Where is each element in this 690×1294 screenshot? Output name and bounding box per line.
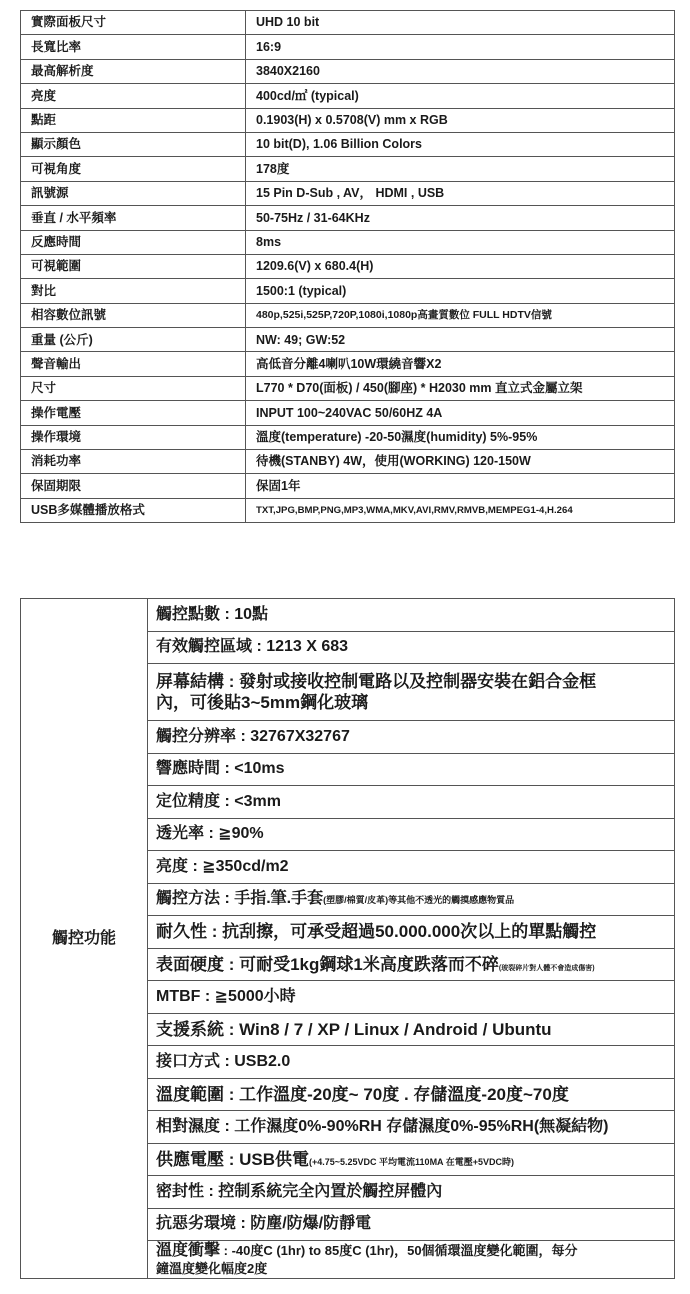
table-row bbox=[21, 157, 675, 181]
spec-value: 保固1年 bbox=[246, 474, 675, 498]
table-row bbox=[21, 11, 675, 35]
spec-value: 400cd/㎡ (typical) bbox=[246, 84, 675, 108]
spec-key: 訊號源 bbox=[21, 181, 246, 205]
spec-value: INPUT 100~240VAC 50/60HZ 4A bbox=[246, 401, 675, 425]
feature-touch-method bbox=[148, 883, 675, 916]
feature-text-main: 表面硬度 : 可耐受1kg鋼球1米高度跌落而不碎 bbox=[156, 954, 499, 974]
table-row bbox=[21, 230, 675, 254]
touch-features-label: 觸控功能 bbox=[21, 599, 148, 1279]
spec-key: 重量 (公斤) bbox=[21, 328, 246, 352]
feature-touch-points: 觸控點數 : 10點 bbox=[148, 599, 675, 632]
feature-sealing: 密封性 : 控制系統完全內置於觸控屏體內 bbox=[148, 1176, 675, 1209]
touch-features-table bbox=[20, 598, 675, 1279]
feature-supply-voltage bbox=[148, 1143, 675, 1176]
feature-brightness: 亮度 : ≧350cd/m2 bbox=[148, 851, 675, 884]
spec-table bbox=[20, 10, 675, 523]
spec-key: 可視角度 bbox=[21, 157, 246, 181]
feature-precision: 定位精度 : <3mm bbox=[148, 786, 675, 819]
spec-value: 50-75Hz / 31-64KHz bbox=[246, 206, 675, 230]
feature-supported-systems: 支援系統 : Win8 / 7 / XP / Linux / Android / Ubuntu bbox=[148, 1013, 675, 1046]
spec-key: 點距 bbox=[21, 108, 246, 132]
spec-key: 反應時間 bbox=[21, 230, 246, 254]
feature-thermal-shock bbox=[148, 1241, 675, 1279]
table-row bbox=[21, 181, 675, 205]
feature-interface: 接口方式 : USB2.0 bbox=[148, 1046, 675, 1079]
feature-text-main: 溫度衝擊 bbox=[156, 1242, 221, 1260]
spec-value: 待機(STANBY) 4W，使用(WORKING) 120-150W bbox=[246, 450, 675, 474]
table-row bbox=[21, 303, 675, 327]
table-row bbox=[21, 206, 675, 230]
table-row bbox=[21, 498, 675, 522]
table-row bbox=[21, 328, 675, 352]
spec-key: 尺寸 bbox=[21, 376, 246, 400]
spec-value: L770 * D70(面板) / 450(腳座) * H2030 mm 直立式金屬立架 bbox=[246, 376, 675, 400]
spec-key: 保固期限 bbox=[21, 474, 246, 498]
spec-key: 長寬比率 bbox=[21, 35, 246, 59]
feature-text-line: : -40度C (1hr) to 85度C (1hr)，50個循環溫度變化範圍，每分 bbox=[220, 1243, 578, 1259]
table-row bbox=[21, 401, 675, 425]
feature-text-main: 供應電壓 : USB供電 bbox=[156, 1149, 309, 1169]
table-row bbox=[21, 376, 675, 400]
spec-value: 10 bit(D), 1.06 Billion Colors bbox=[246, 132, 675, 156]
spec-key: 顯示顏色 bbox=[21, 132, 246, 156]
feature-text-note: (玻裂碎片對人體不會造成傷害) bbox=[498, 964, 595, 972]
spec-key: 消耗功率 bbox=[21, 450, 246, 474]
feature-touch-area: 有效觸控區域 : 1213 X 683 bbox=[148, 631, 675, 664]
feature-transmittance: 透光率 : ≧90% bbox=[148, 818, 675, 851]
spec-value: 溫度(temperature) -20-50濕度(humidity) 5%-95% bbox=[246, 425, 675, 449]
spec-value: 1500:1 (typical) bbox=[246, 279, 675, 303]
spec-value: 178度 bbox=[246, 157, 675, 181]
spec-key: 對比 bbox=[21, 279, 246, 303]
spec-value: 0.1903(H) x 0.5708(V) mm x RGB bbox=[246, 108, 675, 132]
spec-key: 相容數位訊號 bbox=[21, 303, 246, 327]
spec-key: 聲音輸出 bbox=[21, 352, 246, 376]
feature-screen-structure bbox=[148, 664, 675, 721]
spec-key: 可視範圍 bbox=[21, 254, 246, 278]
feature-text-note: (塑膠/棉質/皮革)等其他不透光的觸摸感應物質品 bbox=[323, 895, 515, 906]
table-row bbox=[21, 279, 675, 303]
table-row bbox=[21, 84, 675, 108]
table-row bbox=[21, 132, 675, 156]
table-row bbox=[21, 474, 675, 498]
feature-durability: 耐久性 : 抗刮擦，可承受超過50.000.000次以上的單點觸控 bbox=[148, 916, 675, 949]
feature-text-line: 內，可後貼3~5mm鋼化玻璃 bbox=[156, 693, 369, 712]
table-row bbox=[21, 59, 675, 83]
table-row bbox=[21, 352, 675, 376]
spec-value: 3840X2160 bbox=[246, 59, 675, 83]
feature-temperature-range: 溫度範圍 : 工作溫度-20度~ 70度 . 存儲溫度-20度~70度 bbox=[148, 1078, 675, 1111]
spec-value: 480p,525i,525P,720P,1080i,1080p高畫質數位 FULL HDTV信號 bbox=[246, 303, 675, 327]
spec-value: TXT,JPG,BMP,PNG,MP3,WMA,MKV,AVI,RMV,RMVB,MEMPEG1-4,H.264 bbox=[246, 498, 675, 522]
table-row bbox=[21, 35, 675, 59]
spec-value: 15 Pin D-Sub , AV， HDMI , USB bbox=[246, 181, 675, 205]
spec-key: 實際面板尺寸 bbox=[21, 11, 246, 35]
spec-value: 16:9 bbox=[246, 35, 675, 59]
table-row bbox=[21, 108, 675, 132]
table-row bbox=[21, 450, 675, 474]
spec-key: 亮度 bbox=[21, 84, 246, 108]
feature-response-time: 響應時間 : <10ms bbox=[148, 753, 675, 786]
spec-value: 高低音分離4喇叭10W環繞音響X2 bbox=[246, 352, 675, 376]
spec-value: 1209.6(V) x 680.4(H) bbox=[246, 254, 675, 278]
spec-value: UHD 10 bit bbox=[246, 11, 675, 35]
spec-value: NW: 49; GW:52 bbox=[246, 328, 675, 352]
feature-text-note: (+4.75~5.25VDC 平均電流110MA 在電壓+5VDC時) bbox=[309, 1156, 514, 1167]
table-row bbox=[21, 254, 675, 278]
feature-humidity: 相對濕度 : 工作濕度0%-90%RH 存儲濕度0%-95%RH(無凝結物) bbox=[148, 1111, 675, 1144]
spec-key: 操作環境 bbox=[21, 425, 246, 449]
spec-key: 垂直 / 水平頻率 bbox=[21, 206, 246, 230]
feature-mtbf: MTBF : ≧5000小時 bbox=[148, 981, 675, 1014]
table-row bbox=[21, 599, 675, 632]
feature-resolution: 觸控分辨率 : 32767X32767 bbox=[148, 721, 675, 754]
feature-surface-hardness bbox=[148, 948, 675, 981]
spec-key: 最高解析度 bbox=[21, 59, 246, 83]
feature-text-line: 鐘溫度變化幅度2度 bbox=[156, 1261, 268, 1277]
feature-text-main: 觸控方法 : 手指.筆.手套 bbox=[156, 890, 324, 908]
feature-harsh-environment: 抗惡劣環境 : 防塵/防爆/防靜電 bbox=[148, 1208, 675, 1241]
table-row bbox=[21, 425, 675, 449]
spec-value: 8ms bbox=[246, 230, 675, 254]
feature-text-line: 屏幕結構 : 發射或接收控制電路以及控制器安裝在鋁合金框 bbox=[156, 671, 597, 691]
spec-key: 操作電壓 bbox=[21, 401, 246, 425]
spec-key: USB多媒體播放格式 bbox=[21, 498, 246, 522]
